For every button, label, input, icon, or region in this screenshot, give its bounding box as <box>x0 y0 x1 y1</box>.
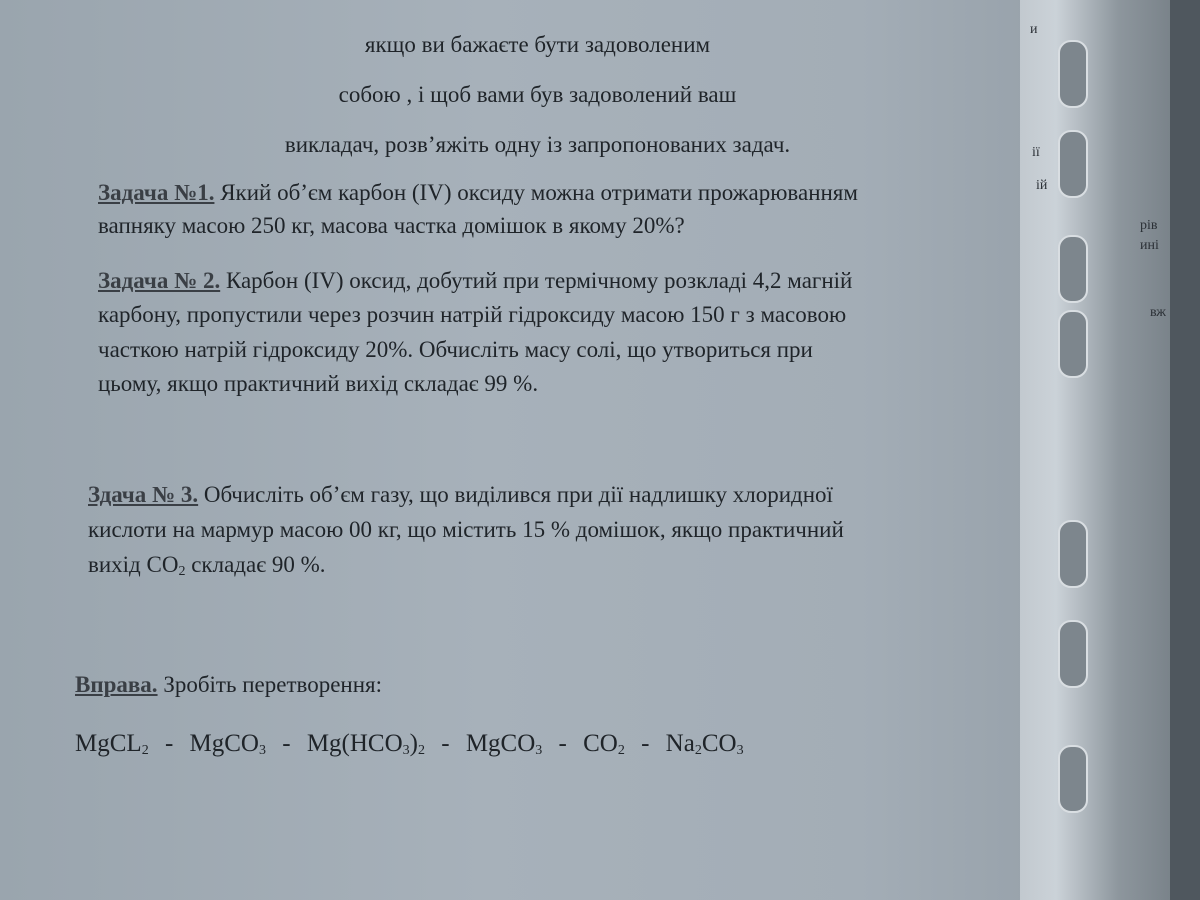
punch-hole <box>1058 310 1088 378</box>
punch-hole <box>1058 520 1088 588</box>
task2-line3: часткою натрій гідроксиду 20%. Обчисліть масу солі, що утвориться при <box>98 337 813 362</box>
task2-line2: карбону, пропустили через розчин натрій гідроксиду масою 150 г з масовою <box>98 302 847 327</box>
task3-line3: вихід $CO_2$ складає 90 %. <box>88 552 326 579</box>
intro-line: собою , і щоб вами був задоволений ваш <box>338 82 737 107</box>
task2-text: Карбон (IV) оксид, добутий при термічному розкладі 4,2 магній <box>225 268 853 293</box>
chain-item: $Na_2CO_3$ <box>665 730 744 758</box>
chain-item: $Mg(HCO_3)_2$ <box>306 730 425 758</box>
chain-item: MgCO$_3$ <box>465 730 543 758</box>
chain-separator: - <box>164 730 174 757</box>
punch-hole <box>1058 620 1088 688</box>
task3-text: Обчисліть об’єм газу, що виділився при дії надлишку хлоридної <box>203 482 833 507</box>
exercise-text: Зробіть перетворення: <box>163 672 382 697</box>
transformation-chain <box>75 730 744 759</box>
task2-line4: цьому, якщо практичний вихід складає 99 %. <box>98 371 539 396</box>
chain-separator: - <box>641 730 650 757</box>
task1-line2: вапняку масою 250 кг, масова частка домішок в якому 20%? <box>98 213 685 238</box>
edge-fragment: ині <box>1140 238 1159 253</box>
task1-line1 <box>98 180 858 206</box>
chain-item: $CO_2$ <box>583 730 625 758</box>
task2-line1 <box>98 268 852 294</box>
intro-line: викладач, розв’яжіть одну із запропонованих задач. <box>284 132 791 157</box>
punch-hole <box>1058 745 1088 813</box>
chain-item: MgCO$_3$ <box>189 730 266 758</box>
sleeve-shadow <box>1170 0 1200 900</box>
task1-label: Задача №1. <box>98 180 215 205</box>
chain-separator: - <box>558 730 567 757</box>
intro-line: якщо ви бажаєте бути задоволеним <box>364 32 711 57</box>
task3-label: Здача № 3. <box>88 482 199 507</box>
task2-label: Задача № 2. <box>98 268 221 293</box>
chain-item: MgCL$_2$ <box>75 730 149 758</box>
chain-separator: - <box>282 730 291 757</box>
edge-fragment: ій <box>1036 178 1048 193</box>
edge-fragment: вж <box>1150 305 1166 320</box>
task3-line2: кислоти на мармур масою 00 кг, що містить 15 % домішок, якщо практичний <box>88 517 844 542</box>
task1-text: Який об’єм карбон (IV) оксиду можна отримати прожарюванням <box>220 180 858 205</box>
edge-fragment: рів <box>1140 218 1158 233</box>
task3-line1 <box>88 482 833 508</box>
edge-fragment: и <box>1030 22 1038 37</box>
edge-fragment: ії <box>1032 145 1040 160</box>
chain-separator: - <box>441 730 450 757</box>
exercise-label: Вправа. <box>75 672 158 697</box>
exercise-heading <box>75 672 382 698</box>
punch-hole <box>1058 235 1088 303</box>
